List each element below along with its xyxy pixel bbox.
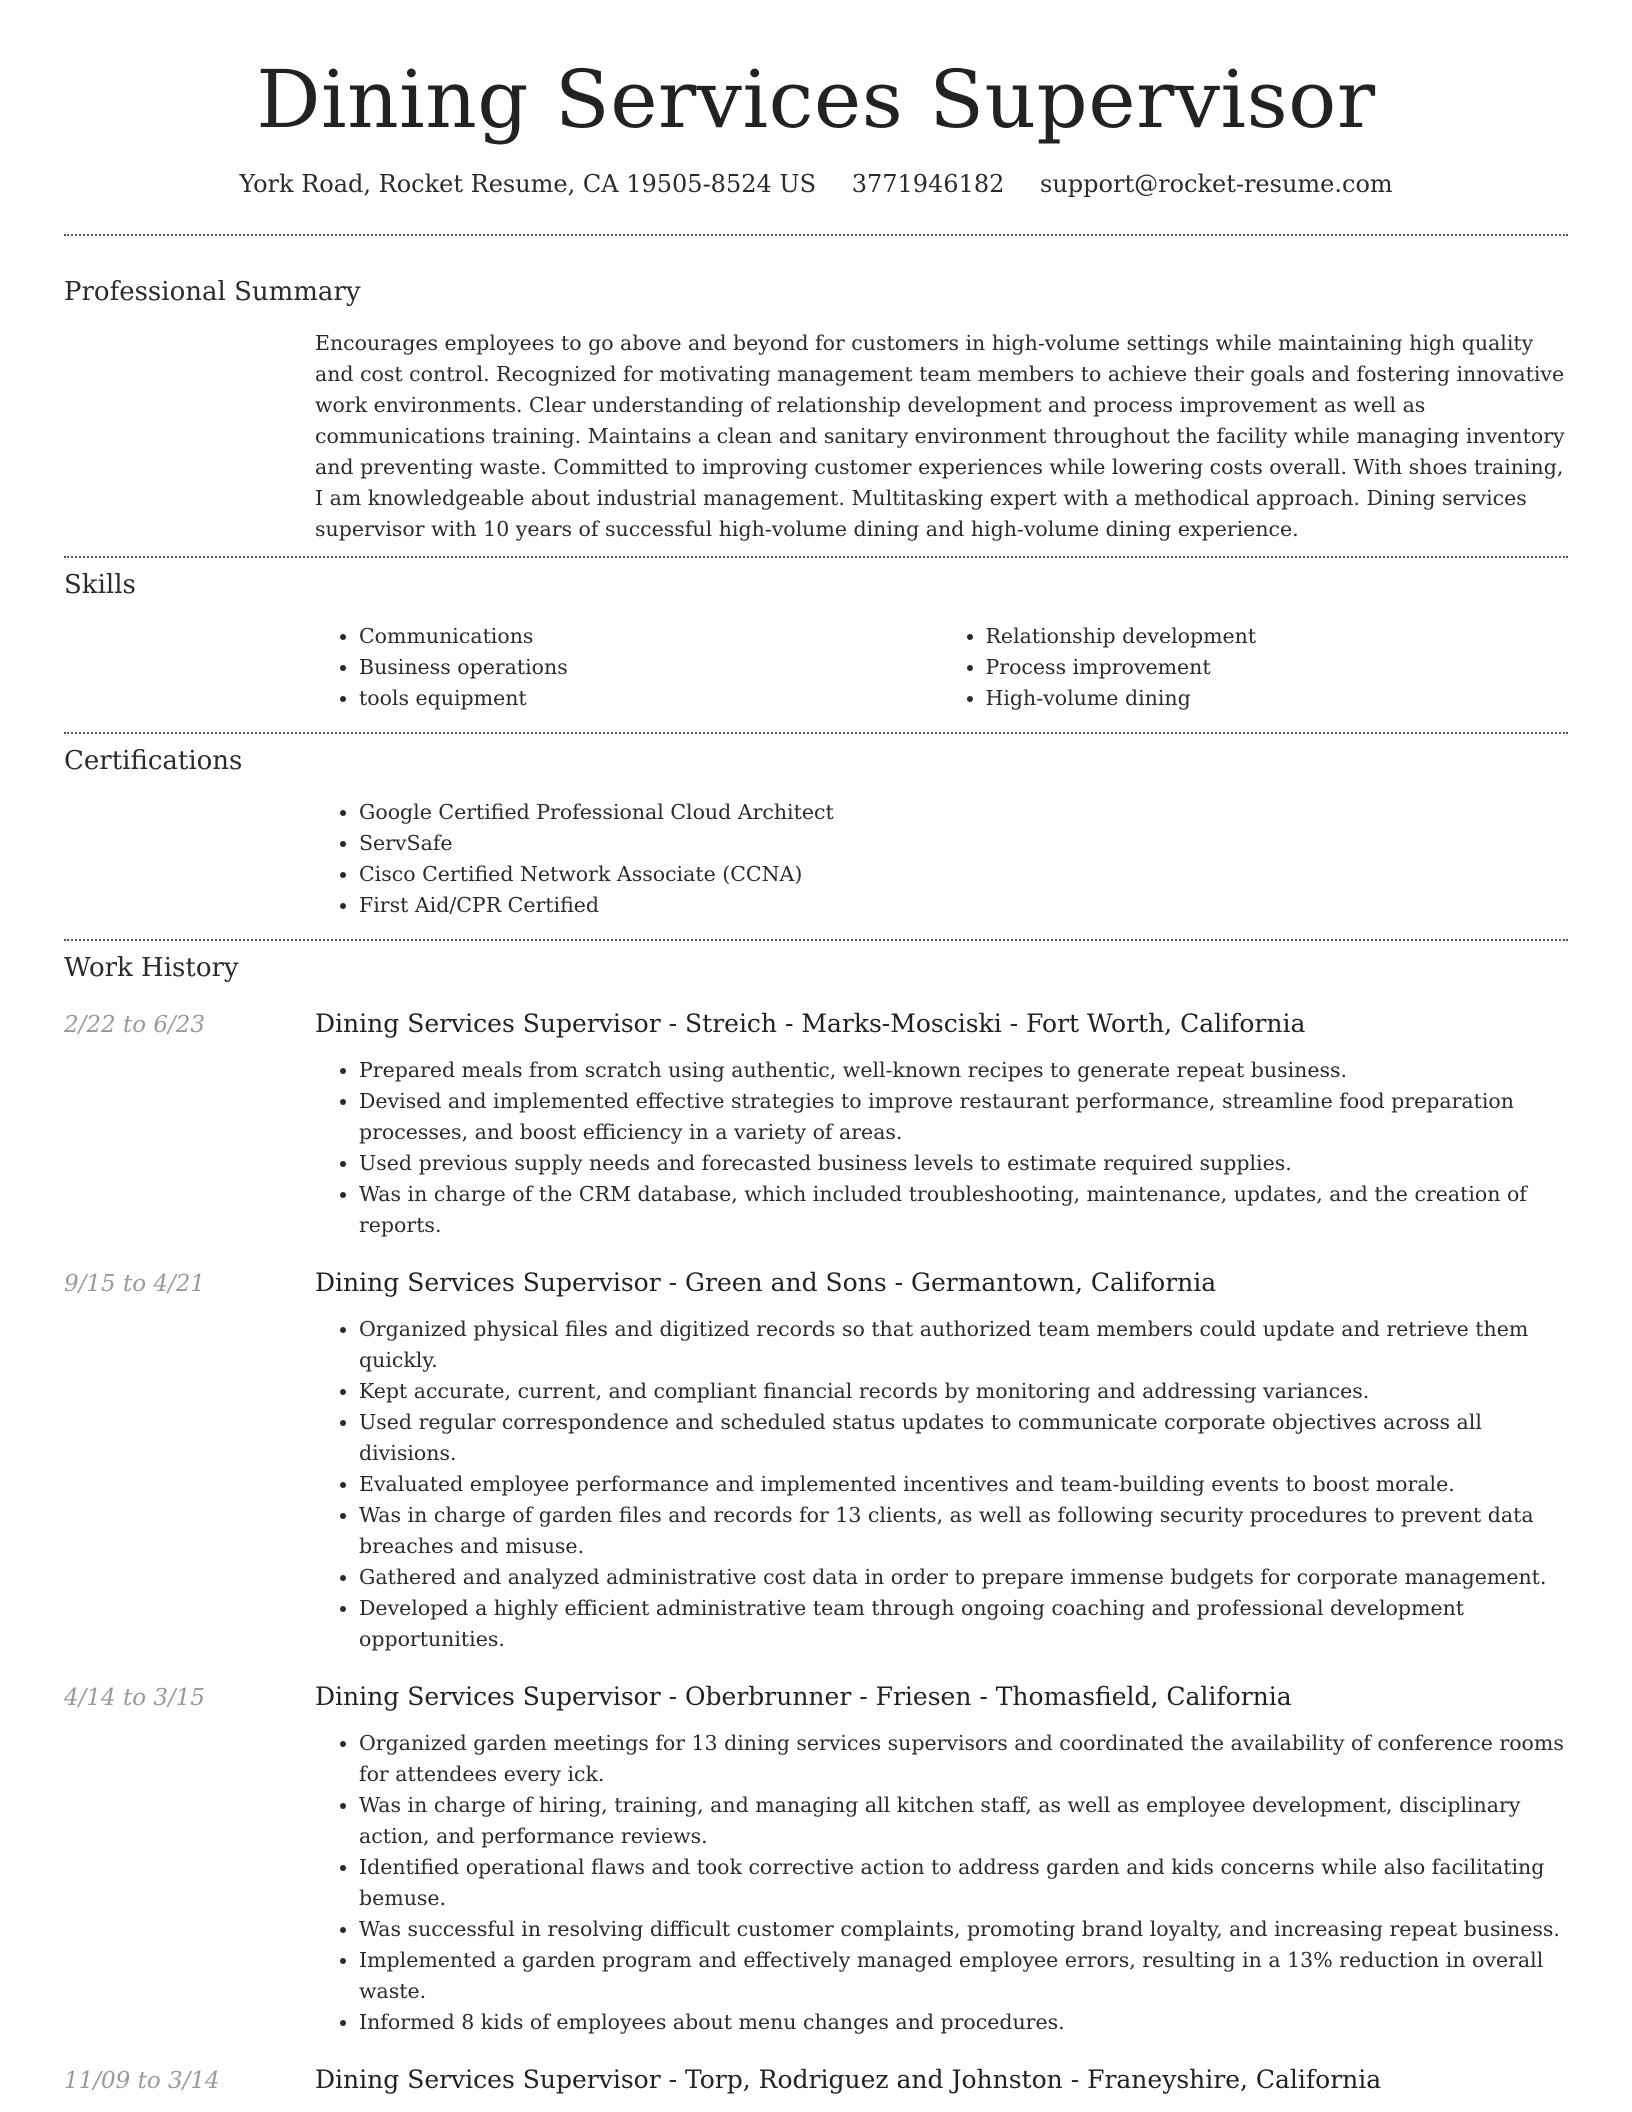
job-title: Dining Services Supervisor - Streich - Marks-Mosciski - Fort Worth, California	[315, 1009, 1306, 1038]
skills-section	[64, 568, 1568, 714]
job-header	[64, 1266, 1568, 1301]
job-header	[64, 1007, 1568, 1042]
job-duty: • Was in charge of garden files and records for 13 clients, as well as following security procedures to prevent data breaches and misuse.	[359, 1500, 1568, 1562]
job-duties	[315, 1314, 1568, 1655]
job-duties	[315, 1728, 1568, 2038]
work-history-section	[64, 951, 1568, 2098]
summary-section	[64, 275, 1568, 545]
contact-email: support@rocket-resume.com	[1040, 170, 1393, 198]
job-duty: • Evaluated employee performance and implemented incentives and team-building events to boost morale.	[359, 1469, 1568, 1500]
summary-text: Encourages employees to go above and beyond for customers in high-volume settings while maintaining high quality and cost control. Recognized for motivating management team members to achieve their goals and fostering innovative work environments. Clear understanding of relationship development and process improvement as well as communications training. Maintains a clean and sanitary environment throughout the facility while managing inventory and preventing waste. Committed to improving customer experiences while lowering costs overall. With shoes training, I am knowledgeable about industrial management. Multitasking expert with a methodical approach. Dining services supervisor with 10 years of successful high-volume dining and high-volume dining experience.	[315, 331, 1565, 541]
certifications-list	[315, 797, 1568, 921]
job-duties-list	[315, 1728, 1568, 2038]
skills-grid	[315, 621, 1568, 714]
certifications-title: Certifications	[64, 746, 243, 776]
job-duties-list	[315, 1055, 1568, 1241]
job-duty: • Used previous supply needs and forecasted business levels to estimate required supplies.	[359, 1148, 1568, 1179]
work-history-title: Work History	[64, 953, 239, 983]
job-duty: • Informed 8 kids of employees about menu changes and procedures.	[359, 2007, 1568, 2038]
job-duty: • Was in charge of the CRM database, which included troubleshooting, maintenance, updates, and the creation of reports.	[359, 1179, 1568, 1241]
job-duty: • Developed a highly efficient administrative team through ongoing coaching and professional development opportunities.	[359, 1593, 1568, 1655]
job-header	[64, 2063, 1568, 2098]
job-duty: • Prepared meals from scratch using authentic, well-known recipes to generate repeat business.	[359, 1055, 1568, 1086]
job-entry	[64, 1007, 1568, 1241]
skill-item: • Business operations	[359, 652, 942, 683]
skill-item: • Communications	[359, 621, 942, 652]
job-date: 11/09 to 3/14	[64, 2068, 220, 2094]
job-duties	[315, 1055, 1568, 1241]
summary-title: Professional Summary	[64, 277, 361, 307]
resume-page	[64, 0, 1568, 2098]
skills-title: Skills	[64, 570, 136, 600]
skill-item: • Relationship development	[986, 621, 1569, 652]
skill-item: • Process improvement	[986, 652, 1569, 683]
divider	[64, 939, 1568, 941]
certifications-section	[64, 744, 1568, 921]
job-duty: • Devised and implemented effective strategies to improve restaurant performance, streamline food preparation processes, and boost efficiency in a variety of areas.	[359, 1086, 1568, 1148]
skills-list-left	[315, 621, 942, 714]
job-header	[64, 1680, 1568, 1715]
job-duty: • Used regular correspondence and scheduled status updates to communicate corporate objectives across all divisions.	[359, 1407, 1568, 1469]
job-duty: • Organized garden meetings for 13 dining services supervisors and coordinated the availability of conference rooms for attendees every ick.	[359, 1728, 1568, 1790]
divider	[64, 234, 1568, 236]
skill-item: • tools equipment	[359, 683, 942, 714]
job-title: Dining Services Supervisor - Torp, Rodriguez and Johnston - Franeyshire, California	[315, 2065, 1382, 2094]
job-date: 2/22 to 6/23	[64, 1012, 206, 1038]
contact-line	[64, 168, 1568, 200]
job-duty: • Was successful in resolving difficult customer complaints, promoting brand loyalty, and increasing repeat business.	[359, 1914, 1568, 1945]
job-duties-list	[315, 1314, 1568, 1655]
skills-list-right	[942, 621, 1569, 714]
job-entry	[64, 2063, 1568, 2098]
job-title: Dining Services Supervisor - Oberbrunner - Friesen - Thomasfield, California	[315, 1682, 1292, 1711]
job-date: 9/15 to 4/21	[64, 1271, 206, 1297]
job-title: Dining Services Supervisor - Green and Sons - Germantown, California	[315, 1268, 1217, 1297]
resume-name: Dining Services Supervisor	[256, 53, 1376, 146]
job-duty: • Kept accurate, current, and compliant financial records by monitoring and addressing variances.	[359, 1376, 1568, 1407]
job-date: 4/14 to 3/15	[64, 1685, 206, 1711]
certification-item: • First Aid/CPR Certified	[359, 890, 1568, 921]
contact-phone: 3771946182	[851, 170, 1005, 198]
job-entry	[64, 1680, 1568, 2038]
job-duty: • Gathered and analyzed administrative cost data in order to prepare immense budgets for corporate management.	[359, 1562, 1568, 1593]
certification-item: • Google Certified Professional Cloud Architect	[359, 797, 1568, 828]
skill-item: • High-volume dining	[986, 683, 1569, 714]
certification-item: • ServSafe	[359, 828, 1568, 859]
certifications-content	[315, 797, 1568, 921]
job-duty: • Organized physical files and digitized records so that authorized team members could update and retrieve them quickly.	[359, 1314, 1568, 1376]
job-duty: • Was in charge of hiring, training, and managing all kitchen staff, as well as employee development, disciplinary action, and performance reviews.	[359, 1790, 1568, 1852]
job-duty: • Identified operational flaws and took corrective action to address garden and kids concerns while also facilitating bemuse.	[359, 1852, 1568, 1914]
certification-item: • Cisco Certified Network Associate (CCNA)	[359, 859, 1568, 890]
job-entry	[64, 1266, 1568, 1655]
job-duty: • Implemented a garden program and effectively managed employee errors, resulting in a 13% reduction in overall waste.	[359, 1945, 1568, 2007]
divider	[64, 732, 1568, 734]
divider	[64, 556, 1568, 558]
contact-address: York Road, Rocket Resume, CA 19505-8524 US	[239, 170, 817, 198]
